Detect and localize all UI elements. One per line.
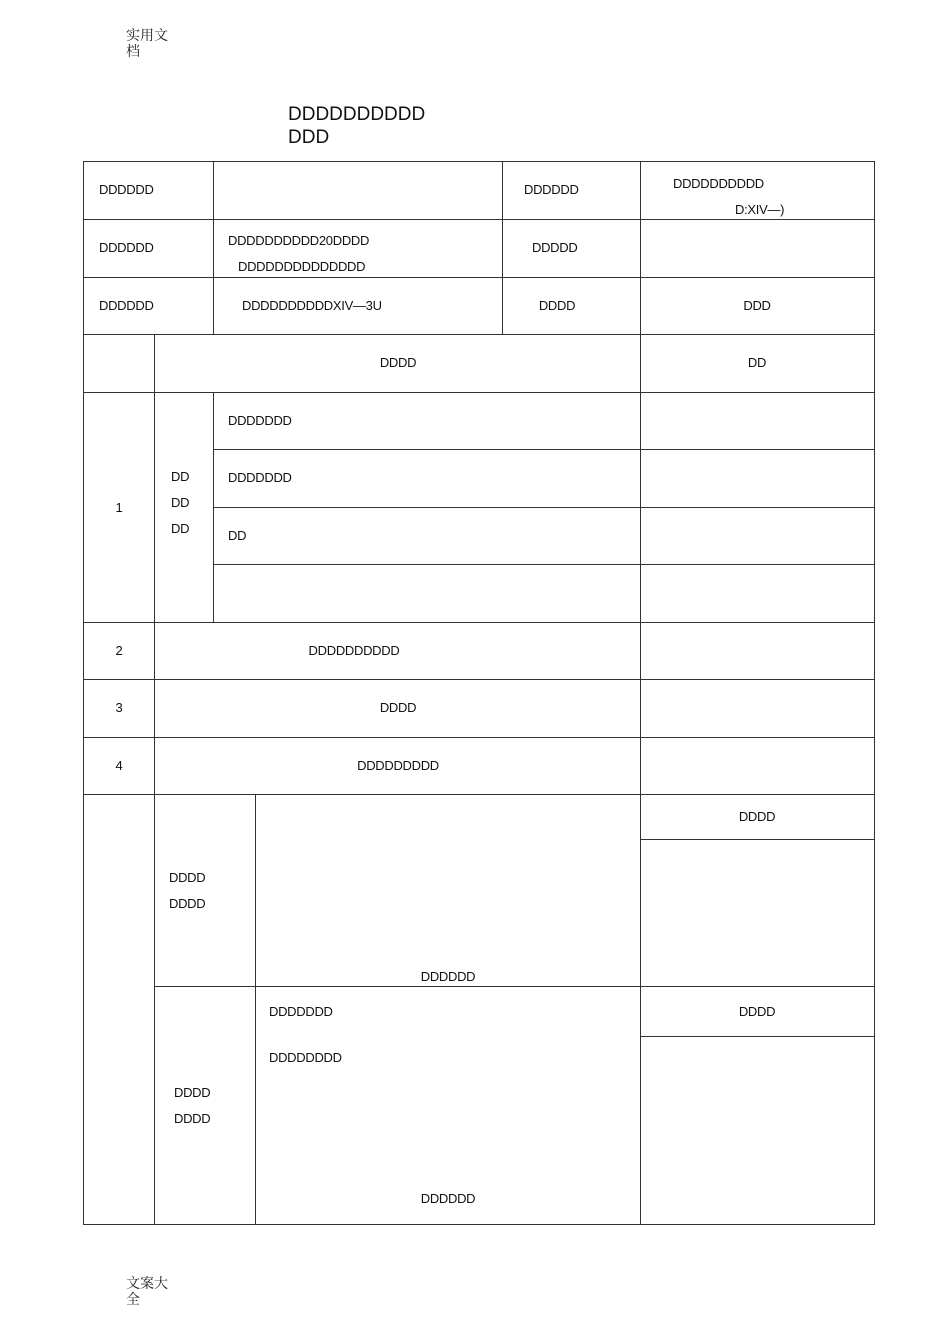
title-line-1: DDDDDDDDDD — [288, 104, 426, 125]
item2-number: 2 — [115, 643, 123, 658]
item3-number: 3 — [115, 700, 123, 715]
item1-group-line-3: DD — [171, 521, 190, 536]
item1-sub-item-1: DDDDDDD — [228, 413, 292, 428]
row3-label-b: DDDD — [538, 298, 576, 313]
document-title — [288, 103, 425, 149]
footer-note: 文案大全 — [126, 1276, 168, 1308]
row2-value-a-line2: DDDDDDDDDDDDDD — [238, 259, 366, 274]
section-b-content-bottom: DDDDDD — [420, 1191, 476, 1206]
row1-value-b-line1: DDDDDDDDDD — [673, 176, 764, 191]
row3-value-b: DDD — [743, 298, 771, 313]
item2-label: DDDDDDDDDD — [308, 643, 400, 658]
header-note: 实用文档 — [126, 28, 168, 60]
section-b-label-line-2: DDDD — [174, 1111, 211, 1126]
item1-group-line-1: DD — [171, 469, 190, 484]
row1-label-b: DDDDDD — [524, 182, 579, 197]
section-b-content-line-2: DDDDDDDD — [269, 1050, 342, 1065]
column-header-item: DDDD — [379, 355, 417, 370]
item1-number: 1 — [115, 500, 123, 515]
item3-label: DDDD — [379, 700, 417, 715]
item4-label: DDDDDDDDD — [357, 758, 439, 773]
row2-label-b: DDDDD — [532, 240, 578, 255]
item1-group-line-2: DD — [171, 495, 190, 510]
table-grid-lines — [83, 161, 875, 1225]
evaluation-form-table — [83, 161, 875, 1225]
section-a-label-line-1: DDDD — [169, 870, 206, 885]
item4-number: 4 — [115, 758, 123, 773]
item1-sub-item-3: DD — [228, 528, 247, 543]
item1-sub-item-2: DDDDDDD — [228, 470, 292, 485]
row1-label-a: DDDDDD — [99, 182, 154, 197]
title-line-2: DDD — [288, 127, 330, 148]
row3-value-a: DDDDDDDDDDXIV—3U — [242, 298, 382, 313]
row2-value-a-line1: DDDDDDDDDD20DDDD — [228, 233, 370, 248]
section-b-side-header: DDDD — [738, 1004, 776, 1019]
row2-label-a: DDDDDD — [99, 240, 154, 255]
section-a-label-line-2: DDDD — [169, 896, 206, 911]
section-a-content: DDDDDD — [420, 969, 476, 984]
section-a-side-header: DDDD — [738, 809, 776, 824]
column-header-score: DD — [747, 355, 767, 370]
section-b-label-line-1: DDDD — [174, 1085, 211, 1100]
section-b-content-line-1: DDDDDDD — [269, 1004, 333, 1019]
row1-value-b-line2: D:XIV—) — [735, 202, 785, 217]
row3-label-a: DDDDDD — [99, 298, 154, 313]
